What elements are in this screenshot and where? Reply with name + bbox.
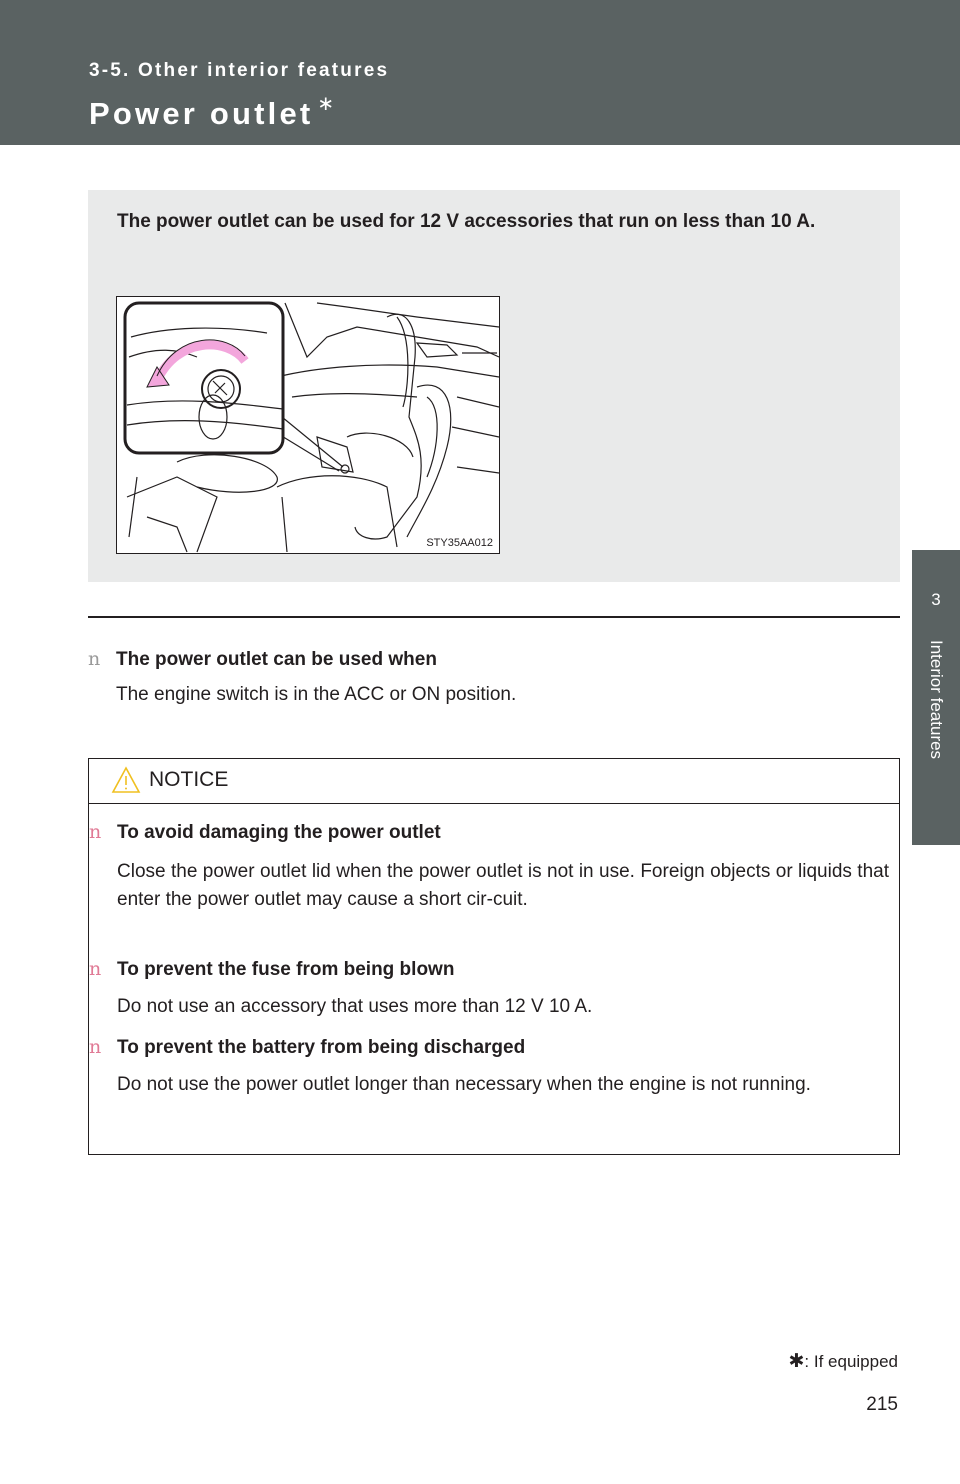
notice-item <box>89 819 899 914</box>
square-bullet-icon: n <box>88 648 101 670</box>
figure-code: STY35AA012 <box>426 537 493 549</box>
notice-item-heading <box>89 1034 899 1061</box>
notice-item <box>89 956 899 1021</box>
notice-box <box>88 758 900 1155</box>
square-bullet-icon: n <box>89 821 102 843</box>
notice-item-heading <box>89 956 899 983</box>
item-heading <box>88 648 437 671</box>
notice-header <box>89 759 899 804</box>
square-bullet-icon: n <box>89 1036 102 1058</box>
page-title-text: Power outlet <box>89 96 314 131</box>
notice-item-heading-text: To avoid damaging the power outlet <box>117 822 441 843</box>
header-band <box>0 0 960 145</box>
notice-item <box>89 1034 899 1099</box>
warning-triangle-icon <box>111 766 141 794</box>
item-body: The engine switch is in the ACC or ON position. <box>116 684 517 705</box>
notice-item-heading <box>89 819 899 846</box>
if-equipped-mark: ∗ <box>317 93 335 115</box>
chapter-tab <box>912 550 960 845</box>
notice-title: NOTICE <box>149 768 229 791</box>
if-equipped-star-icon: ✱ <box>788 1351 805 1372</box>
page-title <box>89 93 335 132</box>
page-number: 215 <box>866 1394 898 1415</box>
notice-item-heading-text: To prevent the battery from being discharged <box>117 1037 526 1058</box>
section-label: 3-5. Other interior features <box>89 60 390 81</box>
square-bullet-icon: n <box>89 958 102 980</box>
intro-box <box>88 190 900 582</box>
notice-item-body: Close the power outlet lid when the power outlet is not in use. Foreign objects or liquids that enter the power outlet may cause a short cir-cuit. <box>117 861 889 910</box>
car-interior-drawing <box>117 297 500 554</box>
notice-item-body: Do not use the power outlet longer than necessary when the engine is not running. <box>117 1074 811 1095</box>
notice-item-heading-text: To prevent the fuse from being blown <box>117 959 455 980</box>
item-heading-text: The power outlet can be used when <box>116 649 437 670</box>
intro-text: The power outlet can be used for 12 V accessories that run on less than 10 A. <box>117 211 816 232</box>
chapter-label: Interior features <box>927 640 946 760</box>
footnote-text: : If equipped <box>804 1352 898 1371</box>
chapter-number: 3 <box>931 590 941 609</box>
power-outlet-illustration <box>116 296 500 554</box>
notice-item-body: Do not use an accessory that uses more than 12 V 10 A. <box>117 996 593 1017</box>
section-divider <box>88 616 900 618</box>
footnote <box>789 1350 899 1373</box>
